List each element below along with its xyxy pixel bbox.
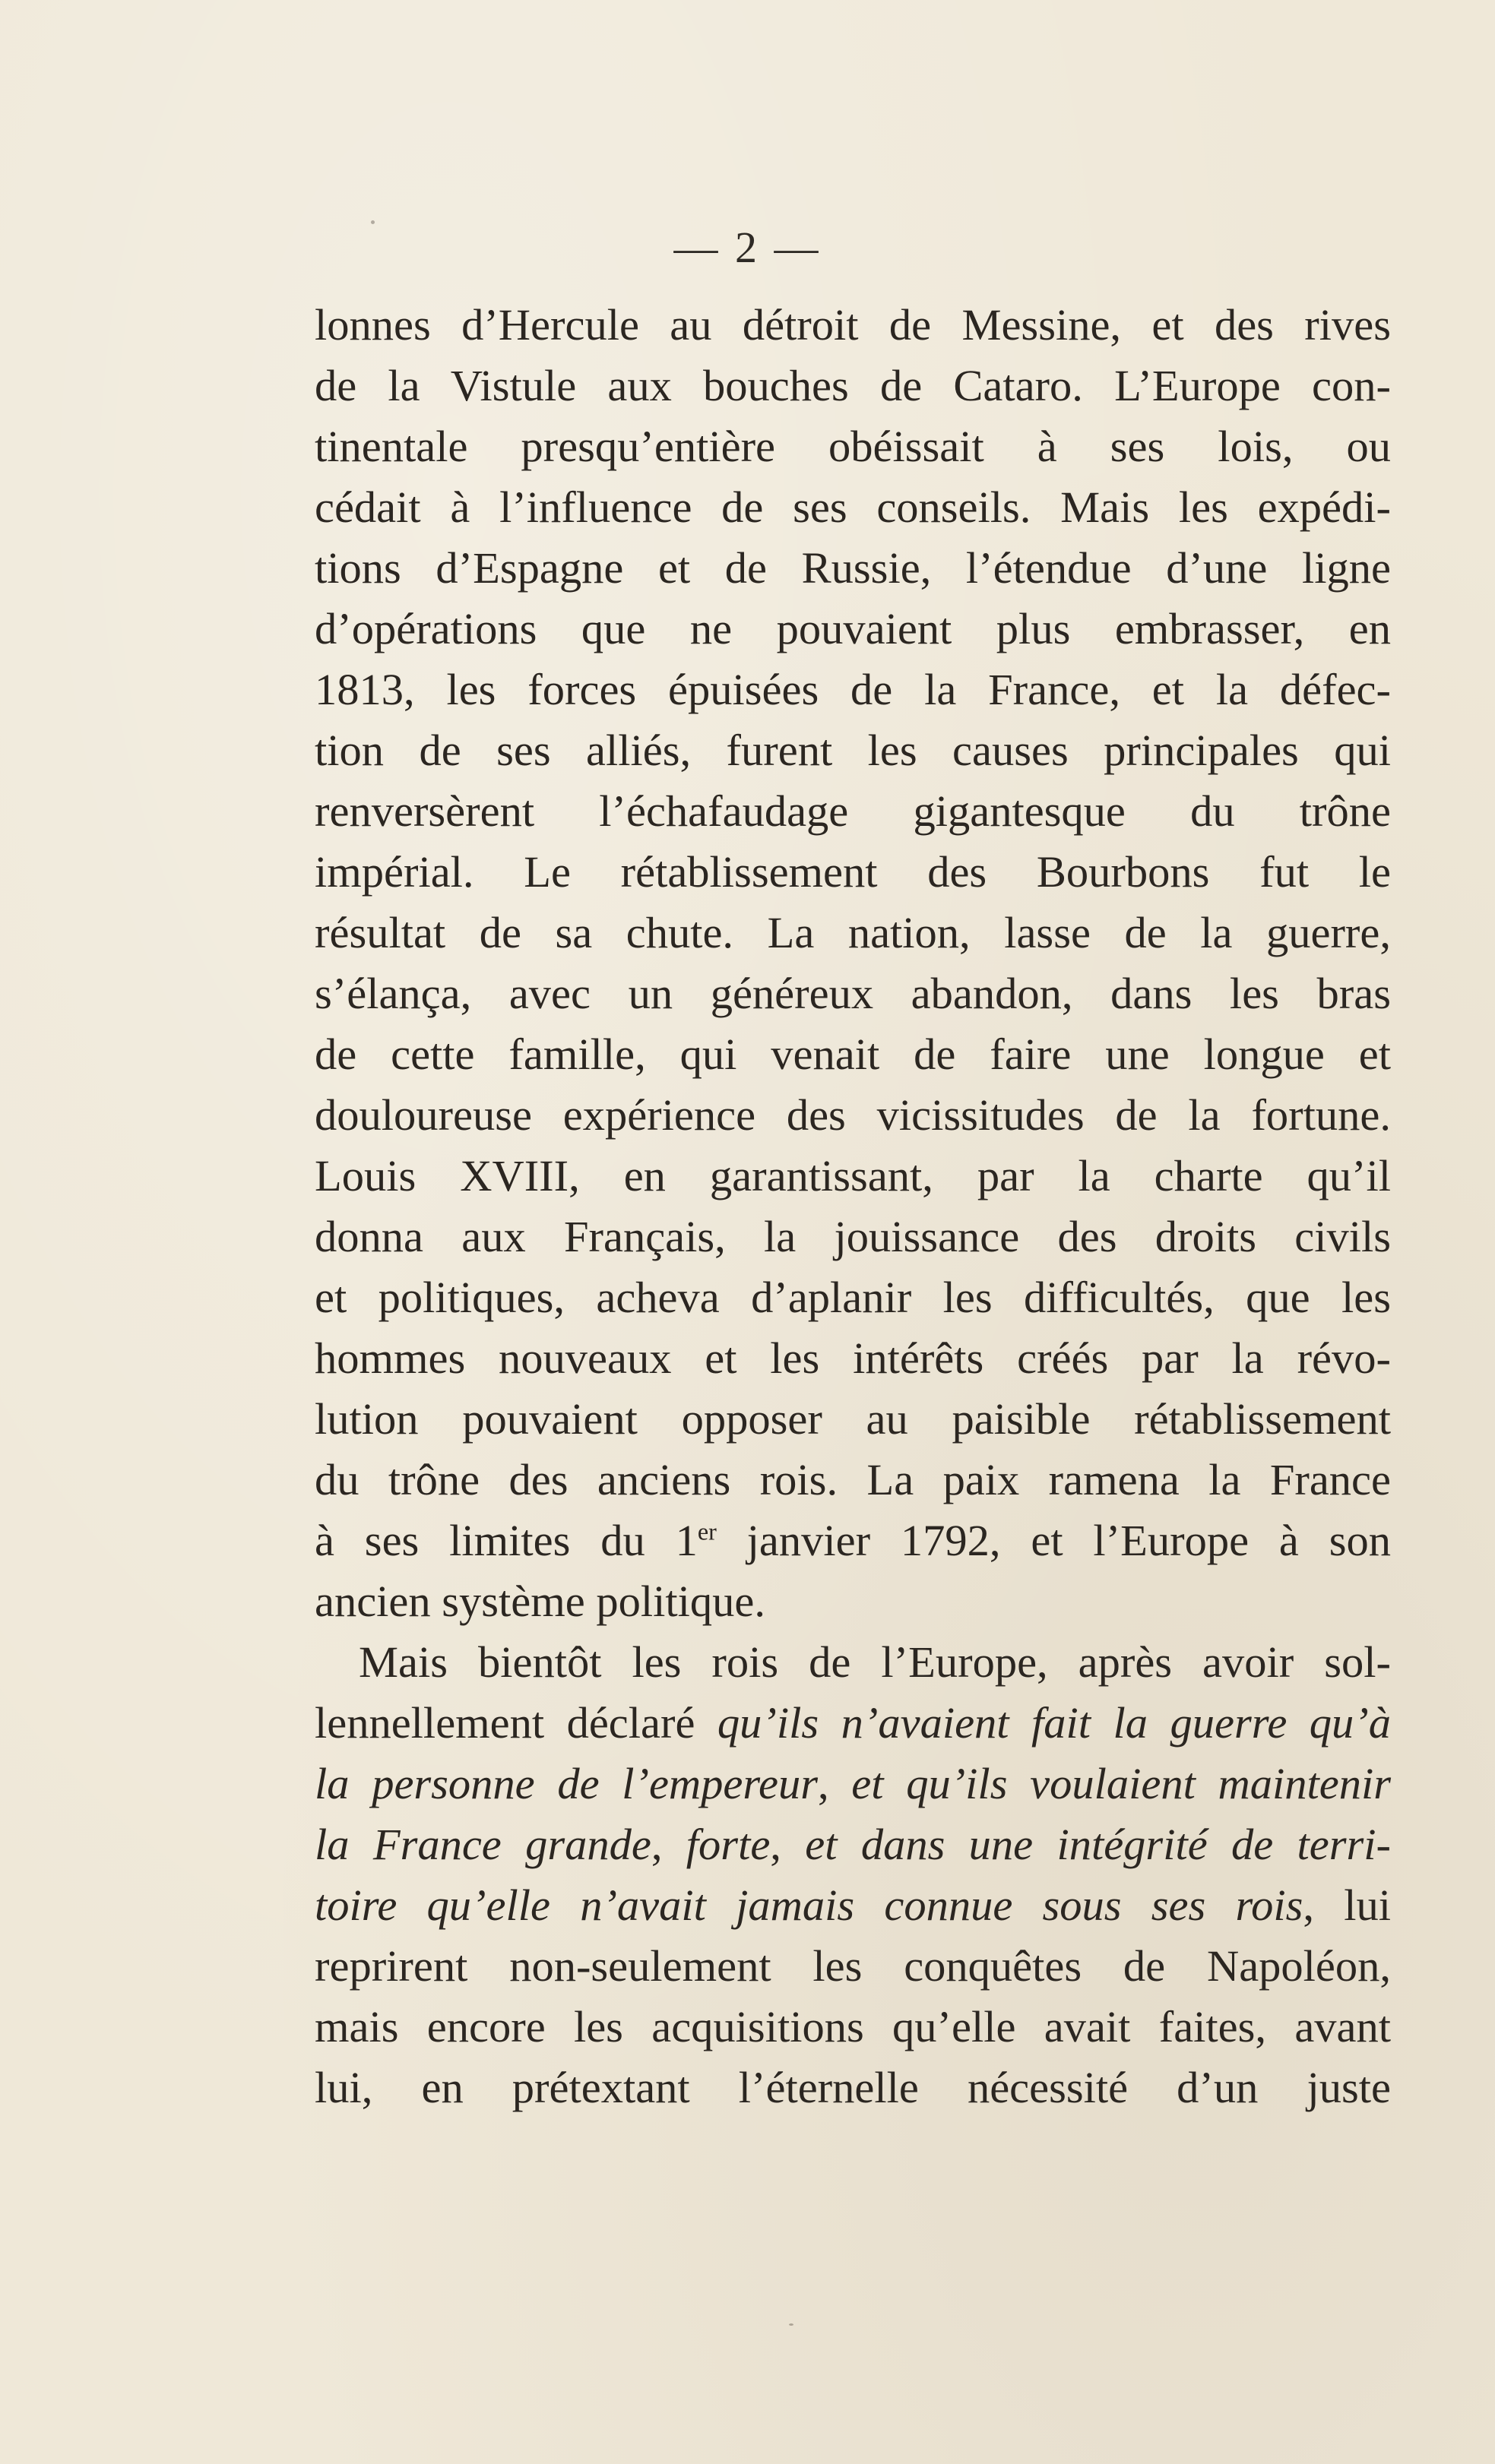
paragraph-end-line: ancien système politique. [315, 1577, 765, 1626]
text-line [315, 1875, 1391, 1936]
italic-quote: et dans une intégrité de terri- [805, 1820, 1392, 1869]
plain-text: , [770, 1820, 806, 1869]
italic-quote: et qu’ils voulaient maintenir [851, 1759, 1392, 1808]
text-line [315, 1754, 1391, 1814]
text-line: douloureuse expérience des vicissitudes de la fortune. [315, 1090, 1391, 1140]
superscript-er: er [697, 1517, 717, 1545]
text-line: tion de ses alliés, furent les causes principales qui [315, 726, 1391, 775]
line-text-after: janvier 1792, et l’Europe à son [716, 1516, 1392, 1565]
text-line: mais encore les acquisitions qu’elle avait faites, avant [315, 2002, 1391, 2051]
text-line [315, 1814, 1391, 1875]
plain-text: , [651, 1820, 686, 1869]
text-line: impérial. Le rétablissement des Bourbons fut le [315, 847, 1391, 897]
paragraph-2-first-line: Mais bientôt les rois de l’Europe, après avoir sol- [359, 1637, 1391, 1687]
italic-quote: la personne de l’empereur [315, 1759, 818, 1808]
text-line: lui, en prétextant l’éternelle nécessité d’un juste [315, 2063, 1391, 2112]
text-line: cédait à l’influence de ses conseils. Mais les expédi- [315, 482, 1391, 532]
text-line: s’élança, avec un généreux abandon, dans les bras [315, 969, 1391, 1018]
text-line: Louis XVIII, en garantissant, par la charte qu’il [315, 1151, 1391, 1200]
text-line: tions d’Espagne et de Russie, l’étendue d’une ligne [315, 543, 1391, 593]
plain-text: lennellement déclaré [315, 1698, 717, 1748]
text-line: renversèrent l’échafaudage gigantesque du trône [315, 786, 1391, 836]
text-line [315, 1693, 1391, 1754]
text-line: 1813, les forces épuisées de la France, et la défec- [315, 665, 1391, 714]
text-line: donna aux Français, la jouissance des droits civils [315, 1212, 1391, 1261]
body-text [315, 295, 1391, 2118]
text-line: de cette famille, qui venait de faire une longue et [315, 1030, 1391, 1079]
text-line: reprirent non-seulement les conquêtes de Napoléon, [315, 1941, 1391, 1991]
text-line: de la Vistule aux bouches de Cataro. L’Europe con- [315, 361, 1391, 410]
text-line: tinentale presqu’entière obéissait à ses lois, ou [315, 422, 1391, 471]
italic-quote: qu’ils n’avaient fait la guerre qu’à [717, 1698, 1391, 1748]
text-line: lution pouvaient opposer au paisible rétablissement [315, 1394, 1391, 1444]
page-number: — 2 — [673, 223, 822, 272]
paper-speck [789, 2323, 793, 2326]
text-line: et politiques, acheva d’aplanir les difficultés, que les [315, 1273, 1391, 1322]
italic-quote: forte [686, 1820, 771, 1869]
italic-quote: la France grande [315, 1820, 651, 1869]
line-text-before: à ses limites du 1 [315, 1516, 698, 1565]
plain-text: , [817, 1759, 852, 1808]
text-line: d’opérations que ne pouvaient plus embrasser, en [315, 604, 1391, 653]
text-line: hommes nouveaux et les intérêts créés par la révo- [315, 1333, 1391, 1383]
italic-quote: toire qu’elle n’avait jamais connue sous ses rois [315, 1880, 1303, 1930]
paper-speck [371, 220, 375, 224]
text-line: résultat de sa chute. La nation, lasse de la guerre, [315, 908, 1391, 957]
plain-text: , lui [1303, 1880, 1392, 1930]
text-line: du trône des anciens rois. La paix ramena la France [315, 1455, 1391, 1504]
text-line [315, 1510, 1391, 1571]
text-line: lonnes d’Hercule au détroit de Messine, et des rives [315, 300, 1391, 350]
